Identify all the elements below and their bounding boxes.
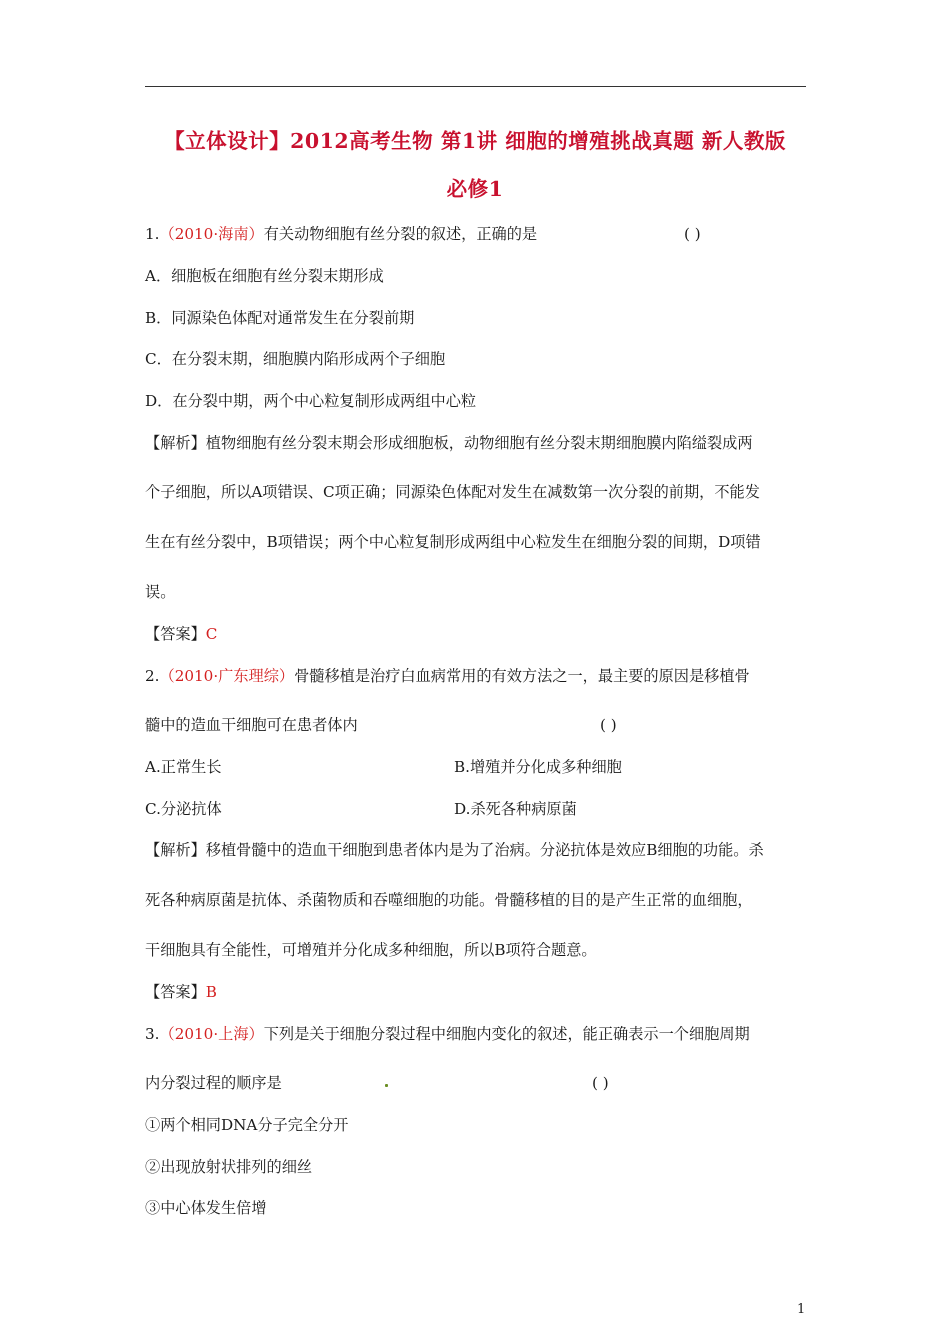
q1-analysis-line1 <box>145 433 753 453</box>
q1-option-a: A．细胞板在细胞有丝分裂末期形成 <box>145 267 384 285</box>
q1-option-b: B．同源染色体配对通常发生在分裂前期 <box>145 309 415 327</box>
q1-option-c: C．在分裂末期，细胞膜内陷形成两个子细胞 <box>145 350 446 368</box>
q1-answer <box>145 624 217 644</box>
q2-analysis-label: 【解析】 <box>145 841 206 859</box>
document-title-line2: 必修1 <box>446 177 504 201</box>
q2-answer-paren: ( ) <box>600 716 617 734</box>
page-number: 1 <box>797 1302 806 1317</box>
q2-number: 2. <box>145 667 160 685</box>
q1-analysis-line4: 误。 <box>145 583 176 601</box>
q1-analysis-label: 【解析】 <box>145 434 206 452</box>
q3-stem-text: 下列是关于细胞分裂过程中细胞内变化的叙述，能正确表示一个细胞周期 <box>263 1025 750 1043</box>
q3-source: （2010·上海） <box>159 1025 264 1043</box>
q3-stem <box>145 1024 750 1044</box>
q3-item-3: ③中心体发生倍增 <box>145 1199 267 1217</box>
q1-analysis-line2: 个子细胞，所以A项错误、C项正确；同源染色体配对发生在减数第一次分裂的前期，不能发 <box>145 483 760 501</box>
q1-analysis-line3: 生在有丝分裂中，B项错误；两个中心粒复制形成两组中心粒发生在细胞分裂的间期，D项错 <box>145 533 761 551</box>
q3-number: 3. <box>145 1025 160 1043</box>
q2-analysis-text1: 移植骨髓中的造血干细胞到患者体内是为了治病。分泌抗体是效应B细胞的功能。杀 <box>205 841 764 859</box>
q2-answer <box>145 982 217 1002</box>
stray-dot <box>385 1084 388 1087</box>
q1-stem-text: 有关动物细胞有丝分裂的叙述，正确的是 <box>263 225 538 243</box>
q2-analysis-line2: 死各种病原菌是抗体、杀菌物质和吞噬细胞的功能。骨髓移植的目的是产生正常的血细胞， <box>145 891 753 909</box>
q1-stem <box>145 224 537 244</box>
q1-answer-value: C <box>205 625 218 643</box>
q1-analysis-text1: 植物细胞有丝分裂末期会形成细胞板，动物细胞有丝分裂末期细胞膜内陷缢裂成两 <box>205 434 753 452</box>
q2-analysis-line1 <box>145 840 764 860</box>
q3-item-1: ①两个相同DNA分子完全分开 <box>145 1116 349 1134</box>
q2-stem <box>145 666 750 686</box>
q1-answer-label: 【答案】 <box>145 625 206 643</box>
q2-stem-text: 骨髓移植是治疗白血病常用的有效方法之一，最主要的原因是移植骨 <box>294 667 750 685</box>
q2-stem-line2: 髓中的造血干细胞可在患者体内 <box>145 716 358 734</box>
q2-answer-label: 【答案】 <box>145 983 206 1001</box>
q2-option-c: C.分泌抗体 <box>145 800 222 818</box>
q1-number: 1. <box>145 225 160 243</box>
q1-option-d: D．在分裂中期，两个中心粒复制形成两组中心粒 <box>145 392 477 410</box>
q1-source: （2010·海南） <box>159 225 264 243</box>
document-title-line1: 【立体设计】2012高考生物 第1讲 细胞的增殖挑战真题 新人教版 <box>164 129 786 153</box>
q3-answer-paren: ( ) <box>592 1074 609 1092</box>
q2-option-d: D.杀死各种病原菌 <box>454 800 577 818</box>
q3-item-2: ②出现放射状排列的细丝 <box>145 1158 313 1176</box>
q2-answer-value: B <box>205 983 217 1001</box>
header-rule <box>145 86 806 87</box>
q2-source: （2010·广东理综） <box>159 667 295 685</box>
q1-answer-paren: ( ) <box>684 225 701 243</box>
q2-option-a: A.正常生长 <box>145 758 222 776</box>
q2-analysis-line3: 干细胞具有全能性，可增殖并分化成多种细胞，所以B项符合题意。 <box>145 941 597 959</box>
q2-option-b: B.增殖并分化成多种细胞 <box>454 758 622 776</box>
q3-stem-line2: 内分裂过程的顺序是 <box>145 1074 282 1092</box>
